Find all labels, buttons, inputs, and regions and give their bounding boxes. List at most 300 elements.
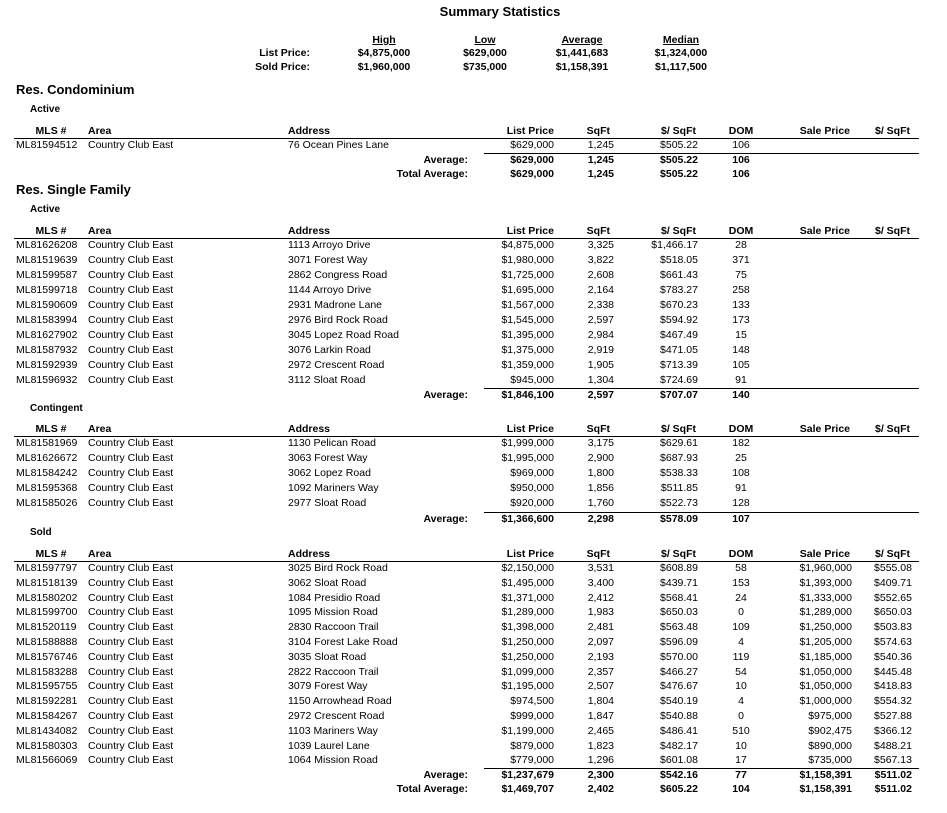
cell-sale-price-per-sqft: $554.32 — [874, 695, 912, 708]
average-sale-price-per-sqft: $511.02 — [874, 769, 912, 781]
cell-mls: ML81585026 — [16, 497, 78, 509]
column-header-dom: DOM — [728, 225, 754, 237]
cell-dom: 58 — [735, 562, 747, 574]
cell-dom: 109 — [732, 621, 750, 634]
cell-dom: 54 — [735, 665, 747, 678]
cell-dom: 17 — [735, 754, 747, 767]
cell-sqft: 3,175 — [587, 437, 614, 449]
total-average-sale-price: $1,158,391 — [799, 783, 852, 795]
cell-area: Country Club East — [88, 606, 174, 619]
cell-sqft: 2,481 — [587, 621, 614, 634]
cell-area: Country Club East — [88, 754, 174, 767]
cell-sale-price: $1,185,000 — [799, 650, 852, 663]
cell-list-price: $879,000 — [510, 739, 554, 752]
cell-price-per-sqft: $601.08 — [660, 754, 698, 767]
column-header-mls: MLS # — [35, 548, 67, 560]
cell-sqft: 2,097 — [587, 636, 614, 648]
average-sale-price: $1,158,391 — [799, 769, 852, 781]
cell-mls: ML81626672 — [16, 452, 78, 464]
cell-dom: 24 — [735, 591, 747, 604]
cell-price-per-sqft: $540.88 — [660, 710, 698, 722]
total-average-label: Total Average: — [396, 168, 468, 180]
cell-area: Country Club East — [88, 497, 174, 509]
cell-mls: ML81434082 — [16, 724, 78, 737]
cell-price-per-sqft: $670.23 — [660, 299, 698, 311]
cell-address: 1103 Mariners Way — [288, 724, 378, 737]
cell-sqft: 2,465 — [587, 724, 614, 737]
cell-mls: ML81599587 — [16, 269, 78, 281]
cell-mls: ML81599700 — [16, 606, 78, 619]
column-header-area: Area — [88, 225, 112, 237]
cell-sqft: 2,357 — [587, 665, 614, 678]
cell-list-price: $1,495,000 — [501, 576, 554, 589]
cell-sale-price: $1,205,000 — [799, 636, 852, 648]
cell-address: 1113 Arroyo Drive — [288, 239, 371, 251]
cell-address: 2976 Bird Rock Road — [288, 314, 388, 326]
cell-sqft: 2,412 — [587, 591, 614, 604]
cell-mls: ML81580202 — [16, 591, 78, 604]
cell-list-price: $1,250,000 — [501, 636, 554, 648]
cell-dom: 173 — [732, 314, 750, 326]
subsection-label-active: Active — [30, 104, 61, 115]
cell-dom: 0 — [738, 606, 744, 619]
cell-list-price: $1,567,000 — [501, 299, 554, 311]
average-sqft: 2,298 — [587, 513, 614, 525]
cell-address: 3063 Forest Way — [288, 452, 368, 464]
cell-price-per-sqft: $568.41 — [660, 591, 698, 604]
cell-sqft: 2,984 — [587, 329, 614, 341]
cell-area: Country Club East — [88, 665, 174, 678]
cell-sqft: 2,338 — [587, 299, 614, 311]
column-header-sale-price: Sale Price — [799, 225, 850, 237]
cell-area: Country Club East — [88, 314, 174, 326]
cell-sqft: 2,608 — [587, 269, 614, 281]
cell-mls: ML81596932 — [16, 374, 78, 386]
cell-dom: 108 — [732, 467, 750, 479]
cell-sale-price: $1,050,000 — [799, 665, 852, 678]
average-price-per-sqft: $707.07 — [660, 389, 698, 401]
average-price-per-sqft: $542.16 — [660, 769, 698, 781]
average-label: Average: — [423, 769, 468, 781]
cell-list-price: $4,875,000 — [501, 239, 554, 251]
cell-dom: 510 — [732, 724, 750, 737]
cell-sqft: 1,760 — [587, 497, 614, 509]
cell-area: Country Club East — [88, 724, 174, 737]
cell-address: 1064 Mission Road — [288, 754, 378, 767]
column-header-price-per-sqft: $/ SqFt — [660, 125, 696, 137]
cell-dom: 106 — [732, 139, 750, 151]
cell-area: Country Club East — [88, 650, 174, 663]
cell-address: 3076 Larkin Road — [288, 344, 371, 356]
cell-dom: 133 — [732, 299, 750, 311]
cell-sale-price: $1,000,000 — [799, 695, 852, 708]
cell-address: 2822 Raccoon Trail — [288, 665, 379, 678]
cell-list-price: $1,195,000 — [501, 680, 554, 693]
average-sqft: 2,300 — [587, 769, 614, 781]
cell-sale-price-per-sqft: $527.88 — [874, 710, 912, 722]
summary-value: $1,117,500 — [655, 61, 707, 73]
cell-list-price: $920,000 — [510, 497, 554, 509]
column-header-sqft: SqFt — [586, 423, 610, 435]
cell-list-price: $945,000 — [510, 374, 554, 386]
cell-sale-price-per-sqft: $540.36 — [874, 650, 912, 663]
cell-dom: 25 — [735, 452, 747, 464]
cell-sqft: 2,193 — [587, 650, 614, 663]
cell-mls: ML81518139 — [16, 576, 78, 589]
cell-dom: 128 — [732, 497, 750, 509]
average-price-per-sqft: $578.09 — [660, 513, 698, 525]
cell-mls: ML81576746 — [16, 650, 78, 663]
cell-sqft: 2,597 — [587, 314, 614, 326]
cell-sale-price: $1,333,000 — [799, 591, 852, 604]
cell-sqft: 3,325 — [587, 239, 614, 251]
column-header-dom: DOM — [728, 423, 754, 435]
cell-dom: 4 — [738, 636, 744, 648]
cell-mls: ML81592281 — [16, 695, 78, 708]
average-sqft: 2,597 — [587, 389, 614, 401]
average-dom: 77 — [735, 769, 747, 781]
cell-dom: 371 — [732, 254, 750, 266]
cell-sale-price-per-sqft: $488.21 — [874, 739, 912, 752]
cell-sale-price: $1,250,000 — [799, 621, 852, 634]
cell-sale-price: $1,050,000 — [799, 680, 852, 693]
cell-address: 2977 Sloat Road — [288, 497, 367, 509]
cell-area: Country Club East — [88, 437, 174, 449]
cell-dom: 153 — [732, 576, 750, 589]
cell-list-price: $1,980,000 — [501, 254, 554, 266]
summary-value: $629,000 — [463, 47, 507, 59]
cell-area: Country Club East — [88, 239, 174, 251]
column-header-price-per-sqft: $/ SqFt — [660, 225, 696, 237]
cell-dom: 4 — [738, 695, 744, 708]
cell-sqft: 1,905 — [587, 359, 614, 371]
cell-address: 3104 Forest Lake Road — [288, 636, 398, 648]
cell-area: Country Club East — [88, 695, 174, 708]
cell-price-per-sqft: $563.48 — [660, 621, 698, 634]
summary-header: Low — [474, 34, 496, 46]
summary-value: $1,960,000 — [357, 61, 411, 73]
cell-address: 3062 Sloat Road — [288, 576, 367, 589]
summary-row-label: List Price: — [259, 47, 310, 59]
column-header-list-price: List Price — [506, 423, 554, 435]
cell-mls: ML81580303 — [16, 739, 78, 752]
cell-list-price: $999,000 — [510, 710, 554, 722]
cell-area: Country Club East — [88, 284, 174, 296]
cell-dom: 15 — [735, 329, 747, 341]
cell-address: 3062 Lopez Road — [288, 467, 371, 479]
section-title-single-family: Res. Single Family — [16, 182, 131, 197]
column-header-price-per-sqft: $/ SqFt — [660, 423, 696, 435]
cell-area: Country Club East — [88, 576, 174, 589]
cell-price-per-sqft: $518.05 — [660, 254, 698, 266]
total-average-sale-price-per-sqft: $511.02 — [874, 783, 912, 795]
cell-address: 3045 Lopez Road Road — [288, 329, 399, 341]
cell-area: Country Club East — [88, 359, 174, 371]
subsection-label-active: Active — [30, 204, 61, 215]
cell-mls: ML81584242 — [16, 467, 78, 479]
average-list-price: $1,237,679 — [501, 769, 554, 781]
cell-mls: ML81594512 — [16, 139, 78, 151]
cell-mls: ML81520119 — [16, 621, 77, 634]
column-header-sale-price: Sale Price — [799, 423, 850, 435]
cell-sale-price-per-sqft: $409.71 — [874, 576, 912, 589]
cell-address: 1039 Laurel Lane — [288, 739, 370, 752]
cell-price-per-sqft: $486.41 — [660, 724, 698, 737]
cell-sqft: 1,847 — [587, 710, 614, 722]
total-average-sqft: 2,402 — [587, 783, 614, 795]
cell-price-per-sqft: $540.19 — [660, 695, 698, 708]
cell-area: Country Club East — [88, 591, 174, 604]
total-average-sqft: 1,245 — [587, 168, 614, 180]
column-header-list-price: List Price — [506, 548, 554, 560]
cell-list-price: $1,545,000 — [501, 314, 554, 326]
cell-address: 1084 Presidio Road — [288, 591, 381, 604]
column-header-sale-price-per-sqft: $/ SqFt — [874, 423, 910, 435]
cell-list-price: $1,289,000 — [501, 606, 554, 619]
cell-price-per-sqft: $687.93 — [660, 452, 698, 464]
cell-dom: 105 — [732, 359, 750, 371]
cell-sale-price: $1,393,000 — [799, 576, 852, 589]
cell-list-price: $2,150,000 — [501, 562, 554, 574]
cell-list-price: $1,395,000 — [501, 329, 554, 341]
cell-area: Country Club East — [88, 269, 174, 281]
cell-price-per-sqft: $466.27 — [660, 665, 698, 678]
cell-area: Country Club East — [88, 467, 174, 479]
cell-price-per-sqft: $482.17 — [660, 739, 698, 752]
column-header-area: Area — [88, 423, 112, 435]
cell-list-price: $1,999,000 — [501, 437, 554, 449]
column-header-sale-price-per-sqft: $/ SqFt — [874, 125, 910, 137]
cell-area: Country Club East — [88, 452, 174, 464]
cell-address: 2972 Crescent Road — [288, 710, 385, 722]
cell-area: Country Club East — [88, 482, 174, 494]
average-list-price: $1,846,100 — [501, 389, 554, 401]
column-header-address: Address — [288, 548, 331, 560]
cell-sqft: 1,823 — [587, 739, 614, 752]
subsection-label-sold: Sold — [30, 527, 52, 538]
cell-address: 1095 Mission Road — [288, 606, 378, 619]
average-sqft: 1,245 — [587, 154, 614, 166]
cell-address: 1130 Pelican Road — [288, 437, 376, 449]
cell-area: Country Club East — [88, 329, 174, 341]
cell-list-price: $1,250,000 — [501, 650, 554, 663]
cell-mls: ML81583288 — [16, 665, 78, 678]
column-header-list-price: List Price — [506, 225, 554, 237]
cell-area: Country Club East — [88, 344, 174, 356]
cell-mls: ML81590609 — [16, 299, 78, 311]
cell-mls: ML81584267 — [16, 710, 78, 722]
cell-dom: 119 — [732, 650, 750, 663]
cell-sale-price-per-sqft: $650.03 — [874, 606, 912, 619]
cell-dom: 258 — [732, 284, 750, 296]
summary-header: Average — [561, 34, 603, 46]
cell-sqft: 2,919 — [587, 344, 614, 356]
summary-value: $1,324,000 — [654, 47, 708, 59]
column-header-sqft: SqFt — [586, 548, 610, 560]
column-header-sale-price-per-sqft: $/ SqFt — [874, 225, 910, 237]
column-header-sale-price-per-sqft: $/ SqFt — [874, 548, 910, 560]
cell-list-price: $1,695,000 — [501, 284, 554, 296]
cell-area: Country Club East — [88, 621, 174, 634]
cell-price-per-sqft: $629.61 — [660, 437, 698, 449]
page-title: Summary Statistics — [439, 4, 561, 19]
cell-mls: ML81595755 — [16, 680, 78, 693]
cell-address: 1144 Arroyo Drive — [288, 284, 372, 296]
cell-address: 3025 Bird Rock Road — [288, 562, 388, 574]
column-header-list-price: List Price — [506, 125, 554, 137]
cell-list-price: $969,000 — [510, 467, 554, 479]
cell-dom: 91 — [735, 482, 747, 494]
cell-list-price: $974,500 — [510, 695, 554, 708]
cell-address: 3079 Forest Way — [288, 680, 368, 693]
cell-area: Country Club East — [88, 636, 174, 648]
cell-mls: ML81588888 — [16, 636, 78, 648]
cell-list-price: $1,725,000 — [501, 269, 554, 281]
cell-price-per-sqft: $724.69 — [660, 374, 698, 386]
cell-address: 2830 Raccoon Trail — [288, 621, 379, 634]
cell-sale-price-per-sqft: $503.83 — [874, 621, 912, 634]
cell-dom: 10 — [735, 739, 747, 752]
column-header-dom: DOM — [728, 125, 754, 137]
cell-area: Country Club East — [88, 374, 174, 386]
cell-mls: ML81587932 — [16, 344, 78, 356]
cell-mls: ML81626208 — [16, 239, 78, 251]
column-header-mls: MLS # — [35, 225, 67, 237]
cell-sale-price: $890,000 — [808, 739, 852, 752]
column-header-area: Area — [88, 548, 112, 560]
cell-sale-price-per-sqft: $567.13 — [874, 754, 912, 767]
cell-area: Country Club East — [88, 562, 174, 574]
cell-area: Country Club East — [88, 299, 174, 311]
cell-area: Country Club East — [88, 139, 174, 151]
cell-price-per-sqft: $713.39 — [660, 359, 698, 371]
average-price-per-sqft: $505.22 — [660, 154, 698, 166]
column-header-area: Area — [88, 125, 112, 137]
section-title-condo: Res. Condominium — [16, 82, 135, 97]
cell-sale-price: $902,475 — [808, 724, 852, 737]
cell-sale-price-per-sqft: $574.63 — [874, 636, 912, 648]
cell-price-per-sqft: $608.89 — [660, 562, 698, 574]
cell-list-price: $1,375,000 — [501, 344, 554, 356]
cell-address: 1150 Arrowhead Road — [288, 695, 392, 708]
average-label: Average: — [423, 389, 468, 401]
cell-sale-price-per-sqft: $418.83 — [874, 680, 912, 693]
cell-price-per-sqft: $476.67 — [660, 680, 698, 693]
cell-list-price: $1,398,000 — [501, 621, 554, 634]
column-header-sale-price: Sale Price — [799, 548, 850, 560]
cell-dom: 91 — [735, 374, 747, 386]
cell-list-price: $1,995,000 — [501, 452, 554, 464]
cell-address: 1092 Mariners Way — [288, 482, 379, 494]
average-dom: 106 — [732, 154, 750, 166]
cell-address: 76 Ocean Pines Lane — [288, 139, 389, 151]
cell-dom: 75 — [735, 269, 747, 281]
cell-sqft: 1,304 — [587, 374, 614, 386]
summary-value: $4,875,000 — [357, 47, 411, 59]
cell-sqft: 2,164 — [587, 284, 614, 296]
summary-row-label: Sold Price: — [255, 61, 310, 73]
cell-address: 2862 Congress Road — [288, 269, 388, 281]
total-average-list-price: $629,000 — [510, 168, 554, 180]
average-list-price: $1,366,600 — [501, 513, 554, 525]
column-header-dom: DOM — [728, 548, 754, 560]
cell-sale-price: $735,000 — [808, 754, 852, 767]
cell-list-price: $1,099,000 — [501, 665, 554, 678]
cell-list-price: $1,359,000 — [501, 359, 554, 371]
cell-price-per-sqft: $783.27 — [660, 284, 698, 296]
average-label: Average: — [423, 154, 468, 166]
cell-area: Country Club East — [88, 739, 174, 752]
column-header-sqft: SqFt — [586, 125, 610, 137]
cell-sale-price: $975,000 — [808, 710, 852, 722]
cell-price-per-sqft: $467.49 — [660, 329, 698, 341]
column-header-mls: MLS # — [35, 423, 67, 435]
subsection-label-contingent: Contingent — [30, 403, 83, 414]
cell-mls: ML81581969 — [16, 437, 78, 449]
cell-sale-price-per-sqft: $445.48 — [874, 665, 912, 678]
summary-value: $1,158,391 — [555, 61, 609, 73]
cell-price-per-sqft: $538.33 — [660, 467, 698, 479]
average-dom: 140 — [732, 389, 750, 401]
cell-list-price: $1,199,000 — [501, 724, 554, 737]
cell-price-per-sqft: $594.92 — [660, 314, 698, 326]
cell-price-per-sqft: $650.03 — [660, 606, 698, 619]
column-header-sale-price: Sale Price — [799, 125, 850, 137]
cell-sale-price: $1,960,000 — [799, 562, 852, 574]
column-header-price-per-sqft: $/ SqFt — [660, 548, 696, 560]
cell-sqft: 1,804 — [587, 695, 614, 708]
cell-mls: ML81583994 — [16, 314, 78, 326]
cell-dom: 182 — [732, 437, 750, 449]
column-header-address: Address — [288, 125, 331, 137]
average-label: Average: — [423, 513, 468, 525]
cell-sqft: 2,507 — [587, 680, 614, 693]
column-header-mls: MLS # — [35, 125, 67, 137]
cell-list-price: $779,000 — [510, 754, 554, 767]
total-average-dom: 104 — [732, 783, 750, 795]
column-header-address: Address — [288, 423, 331, 435]
total-average-price-per-sqft: $505.22 — [660, 168, 698, 180]
cell-price-per-sqft: $522.73 — [660, 497, 698, 509]
cell-area: Country Club East — [88, 680, 174, 693]
cell-price-per-sqft: $511.85 — [660, 482, 698, 494]
cell-sqft: 3,531 — [587, 562, 614, 574]
total-average-list-price: $1,469,707 — [501, 783, 554, 795]
average-dom: 107 — [732, 513, 750, 525]
cell-area: Country Club East — [88, 254, 174, 266]
cell-price-per-sqft: $1,466.17 — [651, 239, 698, 251]
cell-sqft: 3,400 — [587, 576, 614, 589]
cell-dom: 148 — [732, 344, 750, 356]
cell-price-per-sqft: $570.00 — [660, 650, 698, 663]
column-header-address: Address — [288, 225, 331, 237]
cell-sqft: 1,800 — [587, 467, 614, 479]
total-average-dom: 106 — [732, 168, 750, 180]
average-list-price: $629,000 — [510, 154, 554, 166]
cell-address: 2972 Crescent Road — [288, 359, 385, 371]
summary-value: $735,000 — [463, 61, 507, 73]
cell-mls: ML81519639 — [16, 254, 78, 266]
cell-address: 2931 Madrone Lane — [288, 299, 382, 311]
cell-sale-price: $1,289,000 — [799, 606, 852, 619]
column-header-sqft: SqFt — [586, 225, 610, 237]
cell-address: 3112 Sloat Road — [288, 374, 366, 386]
cell-price-per-sqft: $471.05 — [660, 344, 698, 356]
cell-sale-price-per-sqft: $366.12 — [874, 724, 912, 737]
cell-area: Country Club East — [88, 710, 174, 722]
cell-sqft: 3,822 — [587, 254, 614, 266]
total-average-price-per-sqft: $605.22 — [660, 783, 698, 795]
